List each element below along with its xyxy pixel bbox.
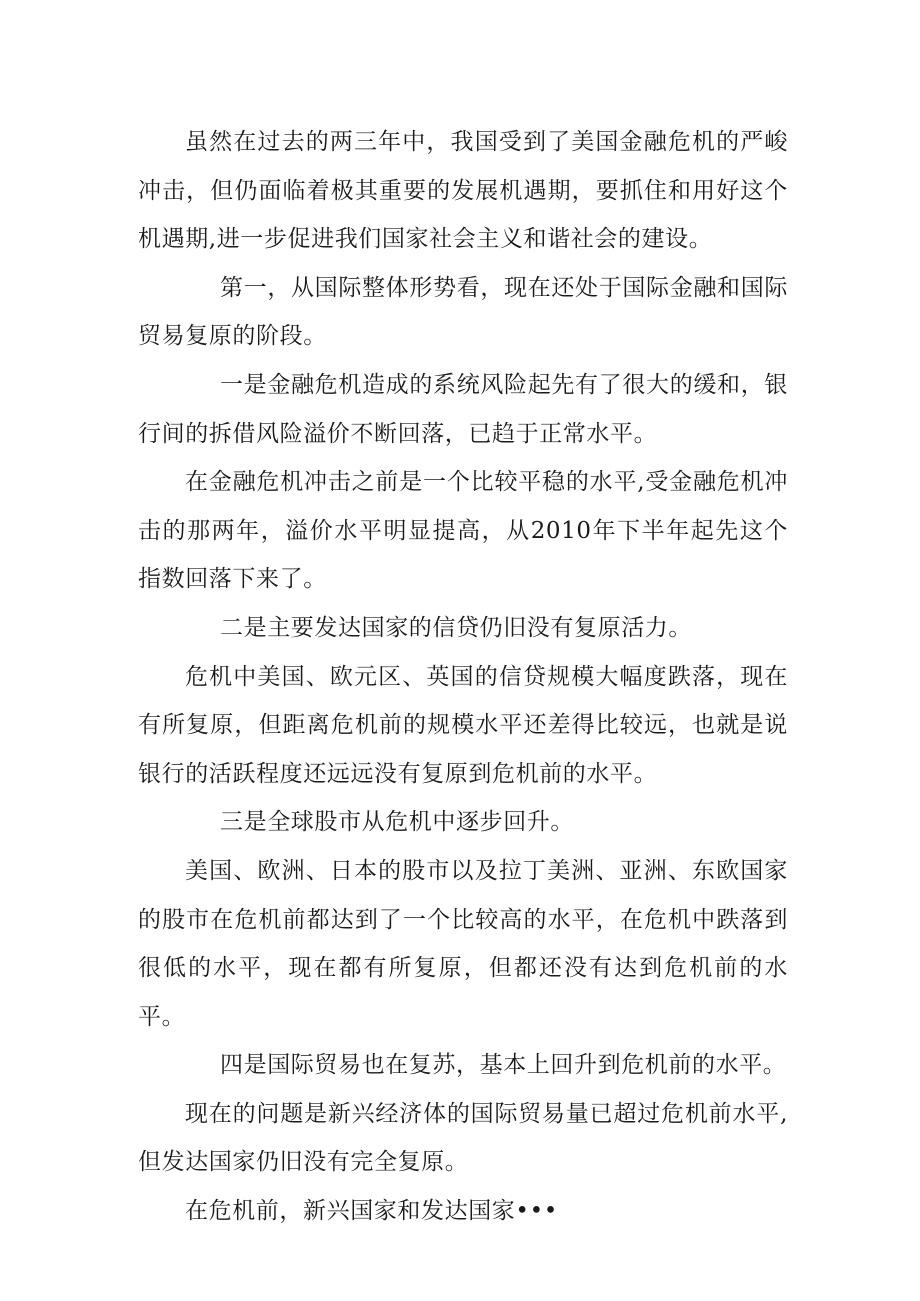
paragraph: 美国、欧洲、日本的股市以及拉丁美洲、亚洲、东欧国家的股市在危机前都达到了一个比较高的水平，在危机中跌落到很低的水平，现在都有所复原，但都还没有达到危机前的水平。: [138, 857, 788, 1030]
document-body: [138, 118, 788, 1236]
paragraph: 虽然在过去的两三年中，我国受到了美国金融危机的严峻冲击，但仍面临着极其重要的发展机遇期，要抓住和用好这个机遇期,进一步促进我们国家社会主义和谐社会的建设。: [138, 129, 788, 253]
paragraph: 一是金融危机造成的系统风险起先有了很大的缓和，银行间的拆借风险溢价不断回落，已趋于正常水平。: [138, 371, 788, 447]
paragraph: 危机中美国、欧元区、英国的信贷规模大幅度跌落，现在有所复原，但距离危机前的规模水平还差得比较远，也就是说银行的活跃程度还远远没有复原到危机前的水平。: [138, 663, 788, 787]
paragraph: 二是主要发达国家的信贷仍旧没有复原活力。: [220, 614, 692, 641]
paragraph: 在危机前，新兴国家和发达国家•••: [185, 1198, 558, 1225]
paragraph: 现在的问题是新兴经济体的国际贸易量已超过危机前水平,但发达国家仍旧没有完全复原。: [138, 1100, 788, 1176]
paragraph: 在金融危机冲击之前是一个比较平稳的水平,受金融危机冲击的那两年，溢价水平明显提高，从2010年下半年起先这个指数回落下来了。: [138, 469, 788, 593]
paragraph: 第一，从国际整体形势看，现在还处于国际金融和国际贸易复原的阶段。: [138, 274, 788, 350]
paragraph: 四是国际贸易也在复苏，基本上回升到危机前的水平。: [220, 1052, 787, 1079]
paragraph: 三是全球股市从危机中逐步回升。: [220, 809, 574, 836]
